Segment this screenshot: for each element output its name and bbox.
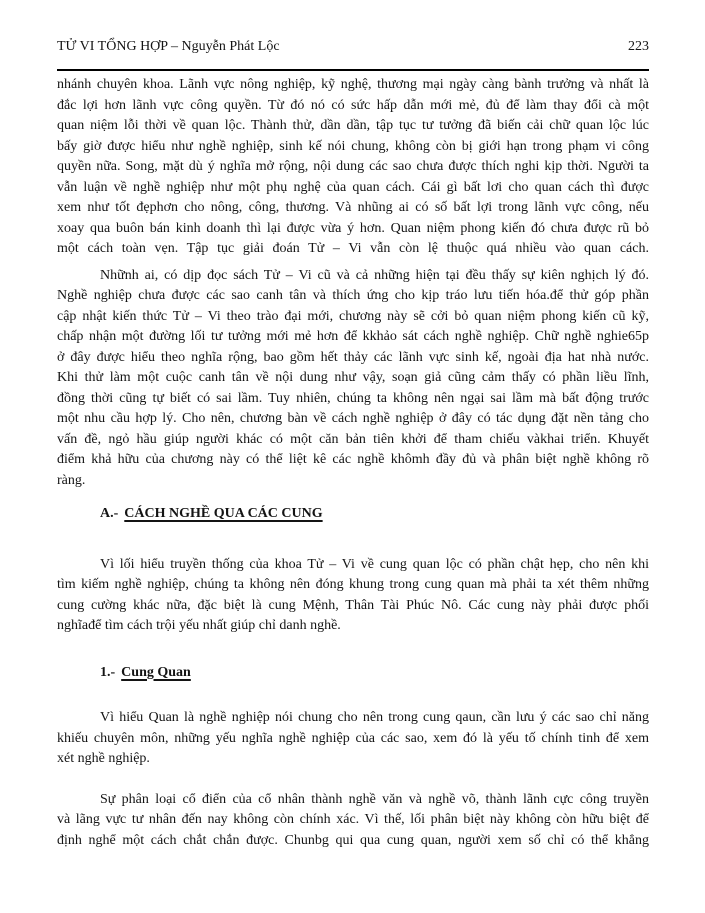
text-line: chấp nhận một đường lối tư tưởng mới mẻ hơn để kkhảo sát cách nghề nghiệp. Chữ nghề nghie65p: [57, 329, 649, 344]
text-line: Vì lối hiểu truyền thống của khoa Tử – Vi về cung quan lộc có phần chật hẹp, cho nên khi: [100, 556, 649, 572]
page-number: 223: [628, 39, 649, 54]
section-heading-a-title: CÁCH NGHỀ QUA CÁC CUNG: [124, 506, 323, 521]
book-title: TỬ VI TỔNG HỢP – Nguyễn Phát Lộc: [57, 39, 280, 54]
text-line: xét nghề nghiệp.: [57, 751, 150, 766]
paragraph-1: [57, 75, 649, 260]
text-line: nhánh chuyên khoa. Lãnh vực nông nghiệp, kỹ nghệ, thương mại ngày càng bành trưởng và nhất là: [57, 77, 649, 92]
text-line: quan niệm lỗi thời về quan lộc. Thành thử, dần dần, tập tục tư tưởng đã biến cải chữ quan lộc lúc: [57, 118, 649, 133]
paragraph-5: [57, 790, 649, 852]
text-line: đồng thời cũng tự biết có sai lầm. Tuy nhiên, chúng ta không nên ngại sai lầm mà bất động trước: [57, 390, 649, 406]
text-line: cung cường khác nữa, đặc biệt là cung Mệnh, Thân Tài Phúc Nô. Các cung này phải được phối: [57, 597, 649, 613]
text-line: Nghề nghiệp chưa được các sao canh tân và thích ứng cho kịp tráo lưu tiến hóa.để thử góp phần: [57, 288, 649, 303]
text-line: định nghể một cách chắt chắn được. Chunbg qui qua cung quan, người xem số chỉ có thể khẳng: [57, 832, 649, 848]
text-line: khiếu chuyên môn, những yếu nghĩa nghề nghiệp của các sao, xem đó là yếu tố chính tinh để xem: [57, 730, 649, 746]
text-line: bấy giờ được hiểu như nghề nghiệp, sinh kế nói chung, không còn bị giới hạn trong phạm vi công: [57, 138, 649, 154]
text-line: điểm khả hữu của chương này có thể liệt kê các nghề khômh đầy đủ và phân biệt nghề không rõ: [57, 452, 649, 467]
text-line: và lãng vực tư nhân đến nay không còn chính xác. Vì thế, lối phân biệt này không còn hữu biệt để: [57, 812, 649, 827]
text-line: nghĩađể tìm cách trội yếu nhất giúp chỉ danh nghề.: [57, 618, 341, 633]
text-line: vấn đề, ngỏ hầu giúp người khác có một căn bản tiên khởi để tham chiếu vàkhai triển. Khuyết: [57, 431, 649, 447]
text-line: xem như tốt đẹphơn cho nông, công, thương. Và nhũng ai có số bất lợi trong lãnh vực công, nếu: [57, 200, 649, 215]
paragraph-4: [57, 708, 649, 770]
text-line: quyền nữa. Song, mặt dù ý nghĩa mở rộng, nội dung các sao chưa được thích nghi kịp thời. Người ta: [57, 159, 649, 174]
header-rule: [57, 69, 649, 71]
text-line: đắc lợi hơn lãnh vực công quyền. Từ đó nó có sức hấp dẫn mới mẻ, đủ để làm thay đổi cà một: [57, 97, 649, 113]
text-line: cập nhật kiến thức Tử – Vi theo trào đại mới, chương này sẽ cởi bỏ quan niệm phong kiến cũ kỹ,: [57, 308, 649, 324]
running-header: [57, 38, 649, 55]
section-heading-a-prefix: A.-: [100, 506, 119, 521]
text-line: một nhu cầu hợp lý. Cho nên, chương bàn về cách nghề nghiệp ở đây có tác dụng đặt nền tảng cho: [57, 411, 649, 426]
text-line: Vì hiểu Quan là nghề nghiệp nói chung cho nên trong cung qaun, cần lưu ý các sao chỉ năng: [100, 710, 649, 725]
text-line: xoay qua buôn bán kinh doanh thì lại được vừa ý hơn. Quan niệm phong kiến đó chưa được rũ bỏ: [57, 220, 649, 236]
sub-heading-1-title: Cung Quan: [121, 664, 191, 680]
text-line: tìm kiếm nghề nghiệp, chúng ta không nên đóng khung trong cung quan mà phải ta xét thêm những: [57, 577, 649, 592]
sub-heading-1: [57, 663, 649, 684]
section-heading-a: [57, 504, 649, 525]
text-line: vẫn luận về nghề nghiệp như một phụ nghệ của quan cách. Cái gì bất lơi cho quan cách thì được: [57, 179, 649, 195]
text-line: Sự phân loại cổ điển của cổ nhân thành nghề văn và nghề võ, thành lãnh cực công truyền: [100, 791, 649, 807]
text-line: Khi thử làm một cuộc canh tân về nội dung như vậy, soạn giả cũng cảm thấy có phần liều lĩnh,: [57, 370, 649, 385]
text-line: ở đây được hiểu theo nghĩa rộng, bao gồm hết thảy các lãnh vực sinh kế, ngoài địa hat nhà nước.: [57, 349, 649, 365]
paragraph-2: [57, 266, 649, 492]
text-line: Nhữnh ai, có dịp đọc sách Tử – Vi cũ và cả những hiện tại đều thấy sự kiên nghịch lý đó.: [100, 267, 649, 283]
text-line: ràng.: [57, 472, 86, 488]
text-line: một cách toàn vẹn. Tập tục giải đoán Tử – Vi vẫn còn lệ thuộc quá nhiều vào quan cách.: [57, 241, 649, 256]
paragraph-3: [57, 555, 649, 637]
sub-heading-1-prefix: 1.-: [100, 664, 116, 680]
